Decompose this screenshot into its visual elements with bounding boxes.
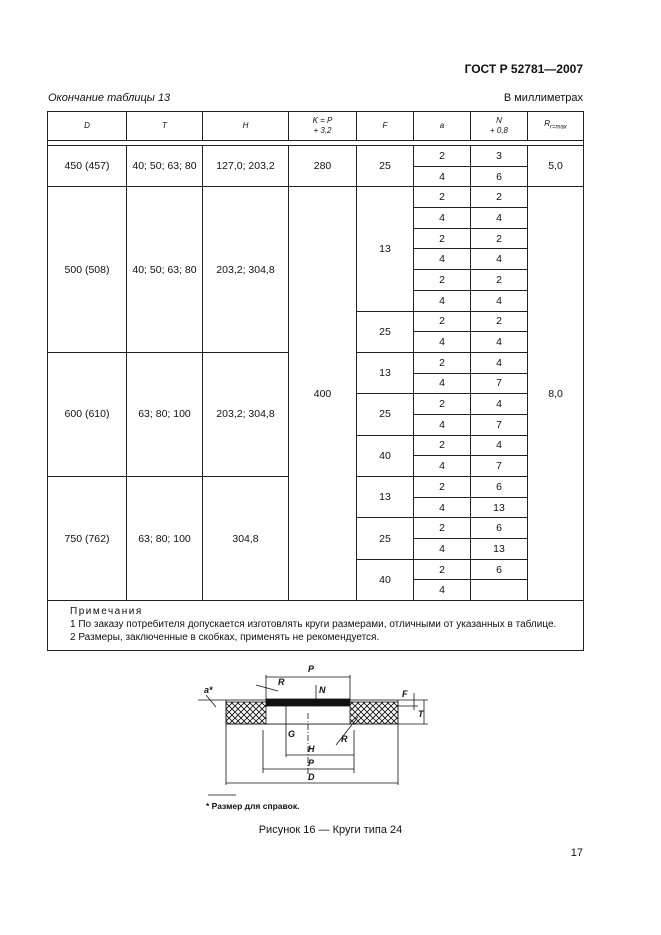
wheel-drawing — [196, 655, 446, 820]
cell-a: 4 — [414, 208, 471, 229]
label-t: T — [418, 709, 424, 719]
col-header-a: a — [414, 112, 471, 141]
cell-n: 4 — [471, 394, 528, 415]
col-header-r-sub: r=max — [549, 124, 567, 131]
label-p-bottom: P — [308, 758, 315, 768]
cell-h: 304,8 — [203, 477, 289, 601]
cell-n: 7 — [471, 414, 528, 435]
cell-a: 2 — [414, 559, 471, 580]
cell-a: 4 — [414, 414, 471, 435]
cell-a: 4 — [414, 497, 471, 518]
cell-a: 4 — [414, 166, 471, 187]
cell-a: 4 — [414, 456, 471, 477]
cell-f: 25 — [357, 311, 414, 352]
notes-row — [48, 601, 584, 651]
notes-title: Примечания — [70, 606, 143, 618]
page-number: 17 — [570, 847, 583, 859]
col-header-f: F — [357, 112, 414, 141]
cell-n: 4 — [471, 208, 528, 229]
cell-f: 13 — [357, 187, 414, 311]
table-header-row — [48, 112, 584, 141]
cell-t: 63; 80; 100 — [127, 477, 203, 601]
cell-r-shared: 8,0 — [528, 187, 584, 601]
col-header-r — [528, 112, 584, 141]
col-header-h: H — [203, 112, 289, 141]
label-g: G — [288, 729, 296, 739]
cell-a: 2 — [414, 146, 471, 167]
table-row — [48, 146, 584, 167]
abrasive-left — [226, 702, 268, 724]
standard-number: ГОСТ Р 52781—2007 — [464, 62, 583, 76]
cell-t: 40; 50; 63; 80 — [127, 187, 203, 353]
cell-a: 2 — [414, 228, 471, 249]
cell-n: 2 — [471, 311, 528, 332]
cell-k: 280 — [289, 146, 357, 187]
cell-n: 13 — [471, 497, 528, 518]
col-header-k-line1: K = P — [312, 116, 333, 125]
cell-a: 2 — [414, 187, 471, 208]
cell-f: 13 — [357, 477, 414, 518]
cell-n: 13 — [471, 539, 528, 560]
cell-n: 7 — [471, 373, 528, 394]
label-p-top: P — [308, 664, 315, 674]
cell-a: 4 — [414, 249, 471, 270]
cell-f: 40 — [357, 435, 414, 476]
cell-r: 5,0 — [528, 146, 584, 187]
col-header-k — [289, 112, 357, 141]
cell-d: 600 (610) — [48, 352, 127, 476]
label-d: D — [308, 772, 315, 782]
cell-n: 6 — [471, 166, 528, 187]
col-header-k-line2: + 3,2 — [313, 126, 332, 135]
cell-n: 6 — [471, 559, 528, 580]
label-r-top: R — [278, 677, 285, 687]
cell-n: 3 — [471, 146, 528, 167]
cell-a: 2 — [414, 394, 471, 415]
figure-footnote: * Размер для справок. — [206, 801, 300, 811]
dimensions-table — [47, 111, 584, 651]
cell-a: 4 — [414, 539, 471, 560]
cell-n: 4 — [471, 435, 528, 456]
cell-d: 500 (508) — [48, 187, 127, 353]
cell-n: 4 — [471, 290, 528, 311]
cell-f: 25 — [357, 146, 414, 187]
cell-f: 25 — [357, 394, 414, 435]
recess-band — [266, 699, 350, 706]
cell-n: 4 — [471, 332, 528, 353]
cell-a: 4 — [414, 332, 471, 353]
cell-f: 40 — [357, 559, 414, 600]
label-h: H — [308, 744, 315, 754]
cell-k-shared: 400 — [289, 187, 357, 601]
label-r-bottom: R — [341, 734, 348, 744]
cell-n: 6 — [471, 518, 528, 539]
cell-d: 750 (762) — [48, 477, 127, 601]
label-a: a* — [204, 685, 213, 695]
cell-a: 2 — [414, 477, 471, 498]
cell-n: 4 — [471, 352, 528, 373]
note-2: 2 Размеры, заключенные в скобках, применять не рекомендуется. — [70, 632, 380, 644]
cell-n: 2 — [471, 228, 528, 249]
cell-t: 63; 80; 100 — [127, 352, 203, 476]
cell-n: 4 — [471, 249, 528, 270]
cell-a: 2 — [414, 435, 471, 456]
cell-a: 2 — [414, 270, 471, 291]
label-f: F — [402, 689, 408, 699]
table-caption: Окончание таблицы 13 — [48, 92, 171, 104]
cell-n: 2 — [471, 270, 528, 291]
cell-a: 4 — [414, 290, 471, 311]
cell-n: 7 — [471, 456, 528, 477]
col-header-n-line2: + 0,8 — [489, 126, 508, 135]
cell-h: 203,2; 304,8 — [203, 352, 289, 476]
cell-n: 6 — [471, 477, 528, 498]
cell-a: 2 — [414, 518, 471, 539]
note-1: 1 По заказу потребителя допускается изготовлять круги размерами, отличными от указанных в таблице. — [70, 619, 557, 631]
cell-f: 25 — [357, 518, 414, 559]
cell-h: 203,2; 304,8 — [203, 187, 289, 353]
notes-cell — [48, 601, 584, 651]
table-row — [48, 187, 584, 208]
cell-d: 450 (457) — [48, 146, 127, 187]
units-label: В миллиметрах — [503, 92, 583, 104]
cell-f: 13 — [357, 352, 414, 393]
cell-a: 4 — [414, 373, 471, 394]
col-header-n-line1: N — [496, 116, 502, 125]
cell-n: 2 — [471, 187, 528, 208]
cell-a: 2 — [414, 352, 471, 373]
col-header-r-main: R — [544, 119, 550, 129]
cell-h: 127,0; 203,2 — [203, 146, 289, 187]
col-header-n — [471, 112, 528, 141]
cell-n — [471, 580, 528, 601]
label-n: N — [319, 685, 326, 695]
figure-caption: Рисунок 16 — Круги типа 24 — [258, 824, 403, 836]
col-header-d: D — [48, 112, 127, 141]
cell-a: 4 — [414, 580, 471, 601]
col-header-t: T — [127, 112, 203, 141]
cell-t: 40; 50; 63; 80 — [127, 146, 203, 187]
cell-a: 2 — [414, 311, 471, 332]
